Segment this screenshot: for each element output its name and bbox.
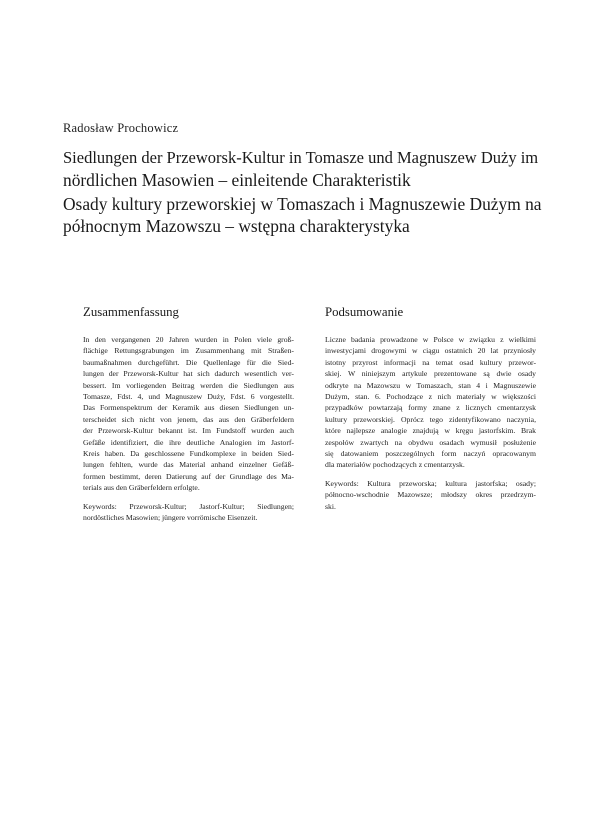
keywords-line: Keywords: Kultura przeworska; kultura jastorfska; osady; (325, 478, 536, 488)
text-line: skiej. W niniejszym artykule prezentowane są dwie osady (325, 369, 536, 379)
title-german (63, 146, 543, 191)
text-line: się datowaniem poszczególnych form naczyń opracowanym (325, 449, 536, 459)
text-line: Kreis haben. Da geschlossene Fundkomplexe in beiden Sied- (83, 449, 294, 459)
title-polish (63, 193, 543, 237)
text-line: Liczne badania prowadzone w Polsce w związku z wielkimi (325, 335, 536, 344)
title-polish-line: północnym Mazowszu – wstępna charakterystyka (63, 216, 410, 236)
text-line: terials aus den Gräberfeldern erfolgte. (83, 483, 200, 493)
text-line: zespołów zwartych na obydwu osadach wymusił posłużenie (325, 437, 536, 447)
text-line: formen bestimmt, deren Datierung auf der Grundlage des Ma- (83, 471, 294, 481)
summary-german-text (83, 334, 294, 494)
text-line: flächige Rettungsgrabungen im Zusammenhang mit Straßen- (83, 346, 294, 356)
text-line: które najlepsze analogie znajdują w kręgu jastorfskim. Brak (325, 426, 536, 436)
keywords-line: ski. (325, 501, 336, 511)
title-german-line: nördlichen Masowien – einleitende Charakteristik (63, 170, 411, 190)
summary-german-column (83, 304, 294, 524)
summary-polish-keywords (325, 478, 536, 512)
text-line: terscheidet sich nicht von jenem, das aus den Gräberfeldern (83, 414, 294, 424)
text-line: Gefäße identifiziert, die ihre deutliche Analogien im Jastorf- (83, 437, 294, 447)
text-line: Das Formenspektrum der Keramik aus diesen Siedlungen un- (83, 403, 294, 413)
text-line: der Przeworsk-Kultur bekannt ist. Im Fundstoff wurden auch (83, 426, 294, 436)
text-line: Tomasze, Fdst. 4, und Magnuszew Duży, Fdst. 6 vorgestellt. (83, 392, 294, 402)
author-name: Radosław Prochowicz (63, 121, 179, 135)
keywords-line: północno-wschodnie Mazowsze; młodszy okres przedrzym- (325, 490, 536, 500)
text-line: istotny przyrost informacji na temat osad kultury przewor- (325, 357, 536, 367)
summary-german-heading: Zusammenfassung (83, 305, 179, 319)
summary-german-keywords (83, 501, 294, 524)
keywords-line: nordöstliches Masowien; jüngere vorrömische Eisenzeit. (83, 513, 258, 523)
text-line: baumaßnahmen durchgeführt. Die Quellenlage für die Sied- (83, 357, 294, 367)
text-line: inwestycjami drogowymi w ciągu ostatnich 20 lat przyniosły (325, 346, 536, 356)
text-line: lungen der Przeworsk-Kultur hat sich dadurch wesentlich ver- (83, 369, 294, 379)
text-line: przypadków powtarzają formy znane z licznych cmentarzysk (325, 403, 536, 413)
summary-polish-text (325, 334, 536, 471)
text-line: bessert. Im vorliegenden Beitrag werden die Siedlungen aus (83, 380, 294, 390)
summary-polish-heading: Podsumowanie (325, 305, 404, 319)
text-line: In den vergangenen 20 Jahren wurden in Polen viele groß- (83, 335, 294, 344)
text-line: odkryte na Mazowszu w Tomaszach, stan 4 i Magnuszewie (325, 380, 536, 390)
text-line: kultury przeworskiej. Oprócz tego zidentyfikowano naczynia, (325, 414, 536, 424)
title-german-line: Siedlungen der Przeworsk-Kultur in Tomasze und Magnuszew Duży im (63, 148, 539, 167)
text-line: dla materiałów pochodzących z cmentarzysk. (325, 460, 465, 470)
summary-polish-column (325, 304, 536, 512)
text-line: Dużym, stan. 6. Pochodzące z nich materiały w większości (325, 392, 536, 402)
keywords-line: Keywords: Przeworsk-Kultur; Jastorf-Kultur; Siedlungen; (83, 501, 294, 511)
text-line: lungen fehlten, wurde das Material anhand einzelner Gefäß- (83, 460, 294, 470)
title-polish-line: Osady kultury przeworskiej w Tomaszach i Magnuszewie Dużym na (63, 194, 542, 214)
